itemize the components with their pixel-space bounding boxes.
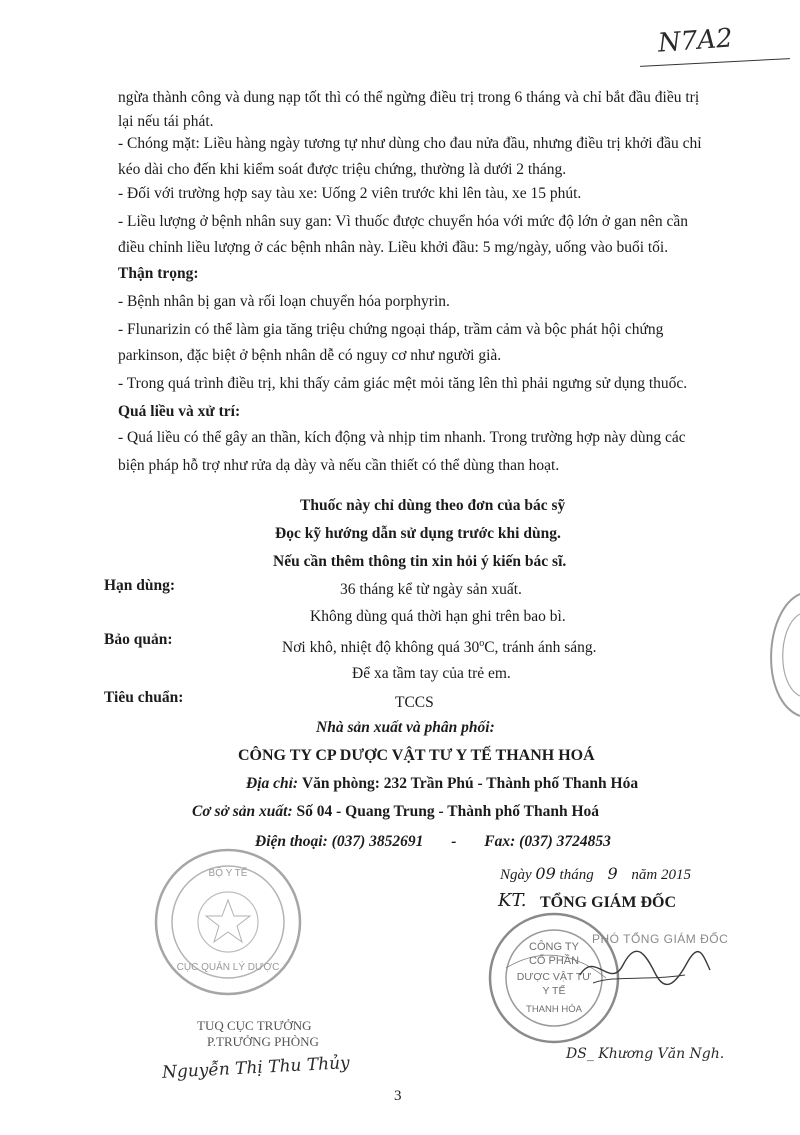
factory-label: Cơ sở sản xuất: [192,803,293,820]
than-trong-line: - Trong quá trình điều trị, khi thấy cảm giác mệt mỏi tăng lên thì phải ngưng sử dụng thuốc. [118,375,688,392]
section-heading-than-trong: Thận trọng: [118,265,199,282]
address-label: Địa chỉ: [246,775,299,792]
stamp-text-2: CỔ PHẦN [528,955,580,967]
body-line: lại nếu tái phát. [118,113,214,130]
manufacturer-heading: Nhà sản xuất và phân phối: [316,719,495,736]
company-name: CÔNG TY CP DƯỢC VẬT TƯ Y TẾ THANH HOÁ [238,747,595,764]
bao-quan-line2: Để xa tầm tay của trẻ em. [352,665,511,682]
han-dung-line: 36 tháng kể từ ngày sản xuất. [340,581,522,598]
than-trong-line: parkinson, đặc biệt ở bệnh nhân dễ có nguy cơ như người già. [118,347,502,364]
body-line: - Đối với trường hợp say tàu xe: Uống 2 viên trước khi lên tàu, xe 15 phút. [118,185,582,202]
tuq-label: TUQ CỤC TRƯỞNG [197,1018,312,1033]
date-line [500,864,691,884]
warning-prescription: Thuốc này chỉ dùng theo đơn của bác sỹ [300,497,566,514]
date-month: 9 [607,864,618,883]
qua-lieu-line: biện pháp hỗ trợ như rửa dạ dày và nếu cần thiết có thể dùng than hoạt. [118,457,560,474]
bao-quan-line1-suffix: C, tránh ánh sáng. [484,639,597,657]
fax-value: (037) 3724853 [519,833,611,850]
section-heading-qua-lieu: Quá liều và xử trí: [118,403,241,420]
body-line: kéo dài cho đến khi kiểm soát được triệu chứng, thường là dưới 2 tháng. [118,161,567,178]
body-line: - Liều lượng ở bệnh nhân suy gan: Vì thuốc được chuyển hóa với mức độ lớn ở gan nên cần [118,213,688,230]
than-trong-line: - Flunarizin có thể làm gia tăng triệu chứng ngoại tháp, trầm cảm và bộc phát hội chứng [118,321,664,338]
corner-underline [640,58,790,67]
bao-quan-line1-prefix: Nơi khô, nhiệt độ không quá 30 [282,639,480,657]
kt-prefix: KT. [498,890,527,911]
date-year: 2015 [660,867,691,883]
date-ngay-label: Ngày [500,867,532,883]
body-line: điều chỉnh liều lượng ở các bệnh nhân này. Liều khởi đầu: 5 mg/ngày, uống vào buổi tối. [118,239,669,256]
signatory-name: DS_ Khương Văn Ngh. [566,1046,725,1062]
qua-lieu-line: - Quá liều có thể gây an thần, kích động và nhịp tim nhanh. Trong trường hợp này dùng các [118,429,686,446]
ministry-stamp [148,842,308,1002]
fax-label: Fax: [484,833,516,850]
phone-label: Điện thoại: [255,833,328,850]
factory-value: Số 04 - Quang Trung - Thành phố Thanh Hoá [296,803,600,820]
stamp-text-3: DƯỢC VẬT TƯ [516,971,592,983]
truong-phong-label: P.TRƯỞNG PHÒNG [207,1034,319,1049]
warning-read-instructions: Đọc kỹ hướng dẫn sử dụng trước khi dùng. [275,525,561,542]
warning-ask-doctor: Nếu cần thêm thông tin xin hỏi ý kiến bác sĩ. [273,553,567,570]
address-line [246,774,638,794]
date-day: 09 [535,864,556,883]
address-value: Văn phòng: 232 Trần Phú - Thành phố Thanh Hóa [301,775,639,792]
phone-value: (037) 3852691 [331,833,424,850]
page-number: 3 [394,1088,402,1104]
date-thang-label: tháng [559,867,594,883]
signatory-title: TỔNG GIÁM ĐỐC [540,894,676,911]
page-code: N7A2 [657,23,734,59]
han-dung-line: Không dùng quá thời hạn ghi trên bao bì. [310,608,566,625]
body-line: ngừa thành công và dung nạp tốt thì có thể ngừng điều trị trong 6 tháng và chỉ bắt đầu điều trị [118,89,700,106]
contact-separator: - [451,833,457,850]
tieu-chuan-label: Tiêu chuẩn: [104,689,184,706]
ministry-signer-name: Nguyễn Thị Thu Thủy [161,1053,351,1083]
body-line: - Chóng mặt: Liều hàng ngày tương tự như dùng cho đau nửa đầu, nhưng điều trị khởi đầu chỉ [118,135,702,152]
ministry-stamp-ring: CỤC QUẢN LÝ DƯỢC [176,962,280,973]
stamp-text-1: CÔNG TY [529,941,579,953]
contact-line [255,832,611,852]
stamp-text-5: THANH HÓA [526,1004,582,1015]
edge-stamp [754,590,800,720]
factory-line [192,802,599,822]
degree-sup: o [479,638,485,649]
date-nam-label: năm [631,867,658,883]
ministry-stamp-top: BỘ Y TẾ [208,868,248,879]
bao-quan-line1 [282,634,597,658]
stamp-text-4: Y TẾ [542,985,566,997]
than-trong-line: - Bệnh nhân bị gan và rối loạn chuyển hóa porphyrin. [118,293,450,310]
tieu-chuan-value: TCCS [395,694,434,711]
deputy-stamp: PHÓ TỔNG GIÁM ĐỐC [592,932,729,946]
bao-quan-label: Bảo quản: [104,631,173,648]
han-dung-label: Hạn dùng: [104,577,176,594]
director-signature [575,945,715,995]
